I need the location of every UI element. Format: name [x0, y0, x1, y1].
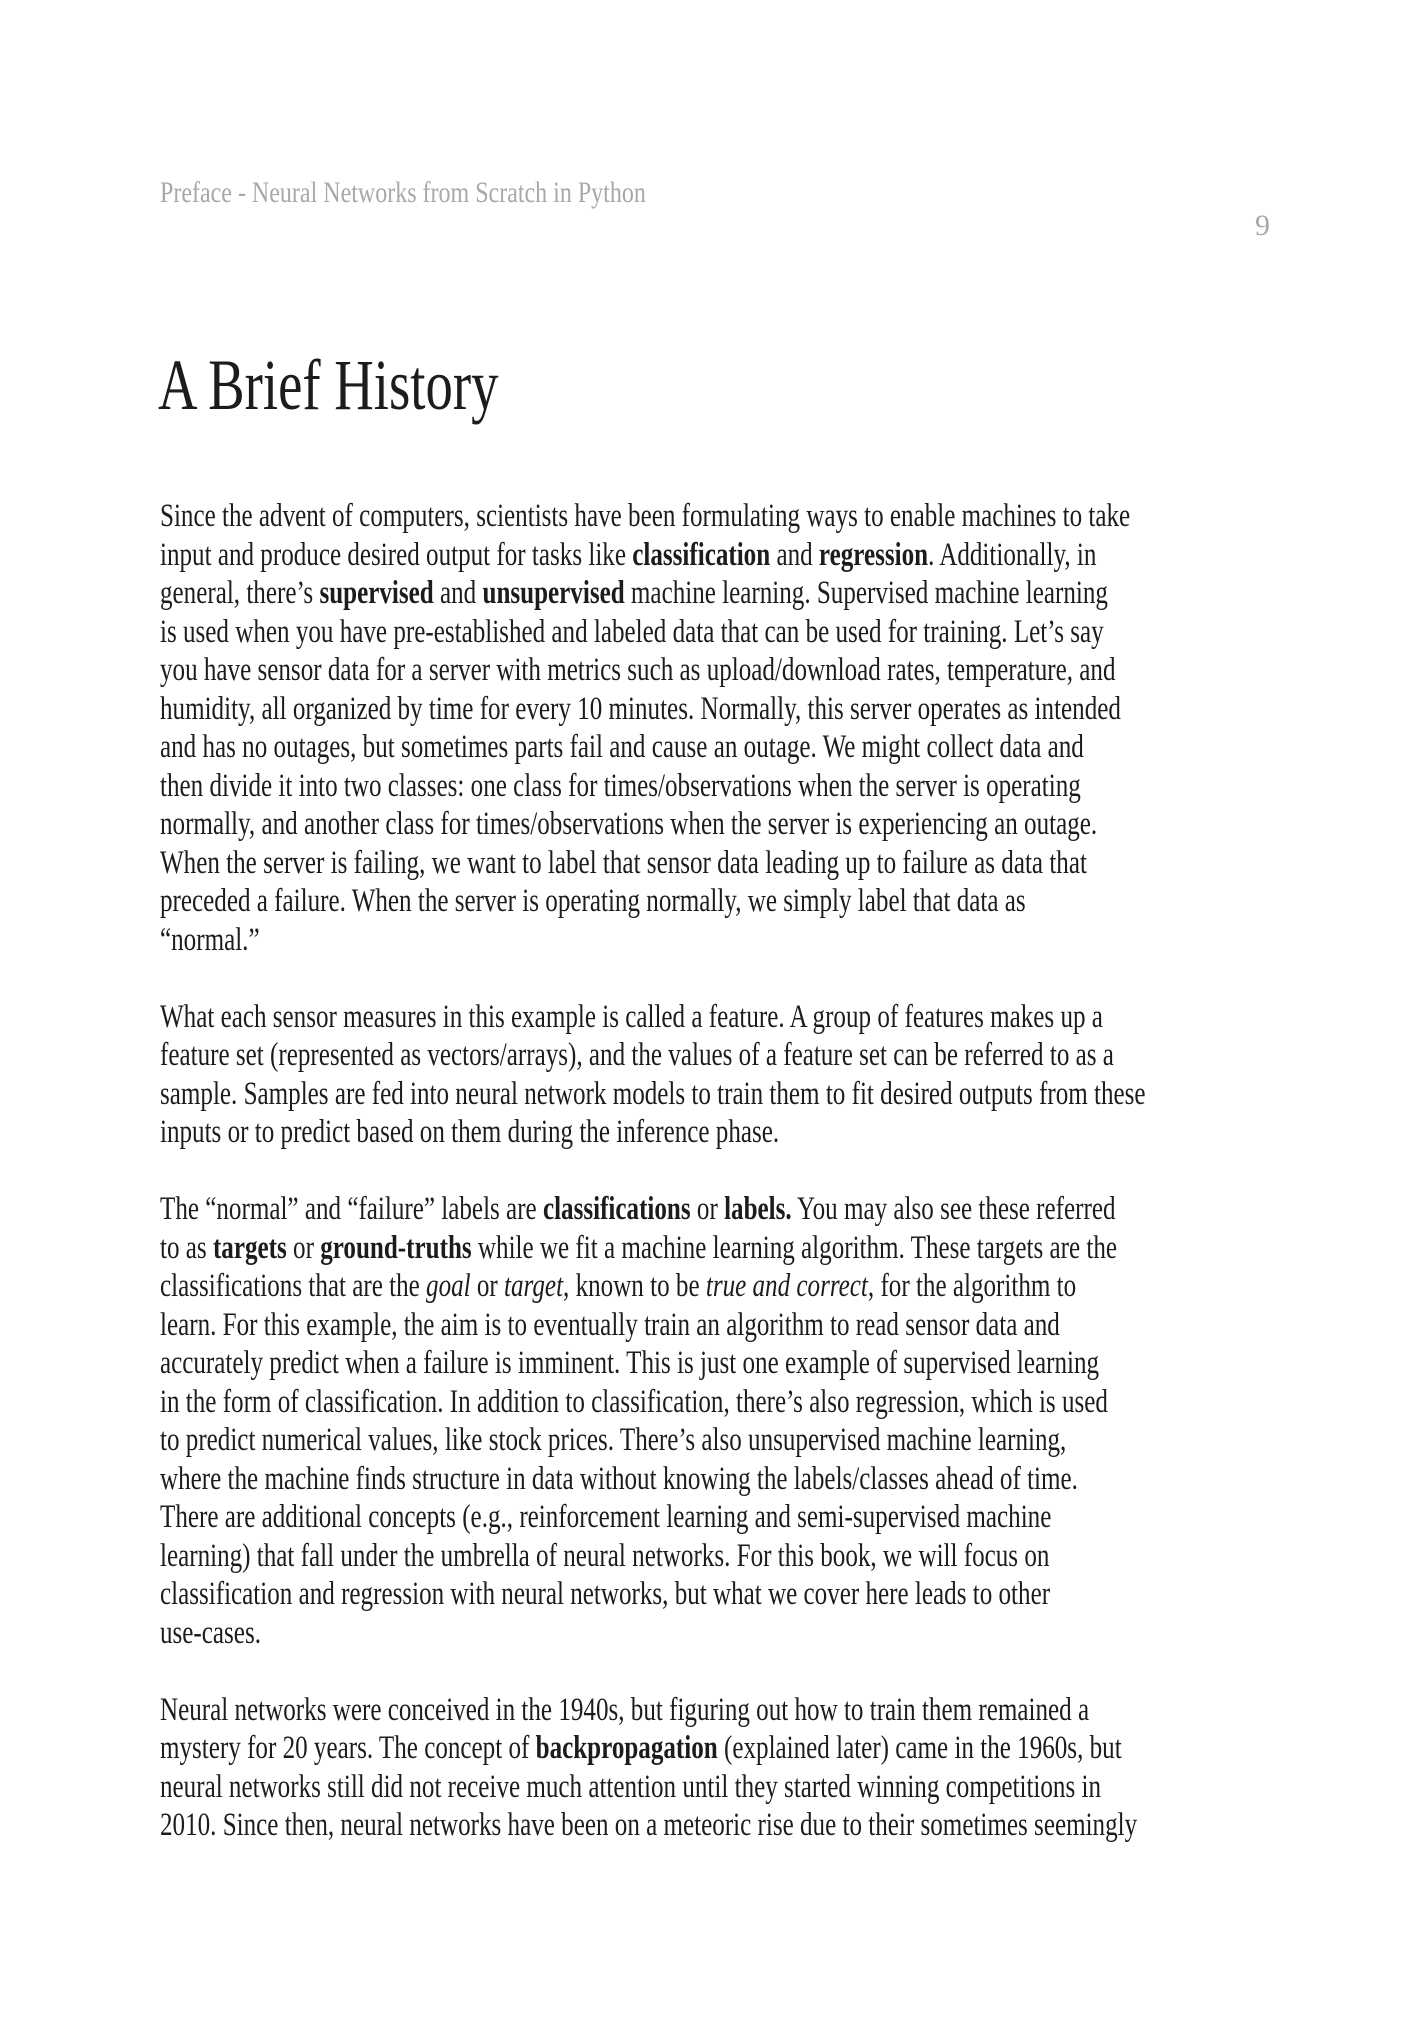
text-line: [160, 1768, 1285, 1807]
paragraph: [160, 998, 1285, 1152]
text-run: “normal.”: [160, 921, 260, 958]
paragraph: [160, 1190, 1285, 1652]
text-run: humidity, all organized by time for every 10 minutes. Normally, this server operates as intended: [160, 690, 1121, 727]
text-line: [160, 1614, 1285, 1653]
text-line: [160, 1113, 1285, 1152]
text-run: is used when you have pre-established and labeled data that can be used for training. Let’s say: [160, 613, 1104, 650]
italic-term: target: [504, 1268, 564, 1304]
text-line: [160, 1075, 1285, 1114]
text-run: sample. Samples are fed into neural network models to train them to fit desired outputs from these: [160, 1075, 1146, 1112]
text-line: [160, 1537, 1285, 1576]
bold-term: labels.: [724, 1191, 792, 1227]
text-line: [160, 921, 1285, 960]
italic-term: goal: [426, 1268, 471, 1304]
text-line: [160, 844, 1285, 883]
text-line: [160, 1383, 1285, 1422]
text-run: classifications that are the: [160, 1268, 427, 1304]
text-run: and has no outages, but sometimes parts fail and cause an outage. We might collect data and: [160, 729, 1084, 765]
text-line: [160, 1691, 1285, 1730]
text-run: input and produce desired output for tasks like: [160, 536, 633, 573]
text-run: feature set (represented as vectors/arrays), and the values of a feature set can be referred to as a: [160, 1037, 1114, 1073]
text-run: neural networks still did not receive much attention until they started winning competitions in: [160, 1768, 1102, 1805]
text-run: or: [286, 1229, 321, 1266]
text-line: [160, 998, 1285, 1037]
text-run: while we fit a machine learning algorithm. These targets are the: [471, 1229, 1118, 1266]
text-run: to predict numerical values, like stock prices. There’s also unsupervised machine learning,: [160, 1422, 1067, 1458]
text-line: [160, 728, 1285, 767]
text-run: to as: [160, 1229, 213, 1266]
text-run: 2010. Since then, neural networks have been on a meteoric rise due to their sometimes seemingly: [160, 1807, 1138, 1843]
text-line: [160, 536, 1285, 575]
text-run: Neural networks were conceived in the 1940s, but figuring out how to train them remained a: [160, 1691, 1090, 1728]
text-line: [160, 1460, 1285, 1499]
text-line: [160, 805, 1285, 844]
paragraph: [160, 497, 1285, 959]
text-line: [160, 1806, 1285, 1845]
text-run: mystery for 20 years. The concept of: [160, 1730, 536, 1766]
body-text: [160, 497, 1285, 1883]
text-line: [160, 1036, 1285, 1075]
text-run: classification and regression with neural networks, but what we cover here leads to other: [160, 1576, 1051, 1612]
text-line: [160, 1190, 1285, 1229]
text-run: accurately predict when a failure is imminent. This is just one example of supervised learning: [160, 1345, 1100, 1381]
text-line: [160, 1729, 1285, 1768]
text-run: in the form of classification. In addition to classification, there’s also regression, which is used: [160, 1383, 1108, 1420]
text-run: machine learning. Supervised machine learning: [624, 575, 1108, 611]
text-run: use-cases.: [160, 1614, 261, 1651]
text-run: , known to be: [563, 1268, 706, 1304]
bold-term: classifications: [542, 1191, 691, 1227]
text-run: , for the algorithm to: [867, 1268, 1077, 1304]
text-line: [160, 613, 1285, 652]
text-line: [160, 651, 1285, 690]
text-line: [160, 1344, 1285, 1383]
text-run: and: [770, 536, 819, 573]
text-run: There are additional concepts (e.g., reinforcement learning and semi-supervised machine: [160, 1499, 1052, 1535]
text-run: or: [690, 1191, 725, 1227]
running-header: Preface - Neural Networks from Scratch in Python: [160, 176, 646, 209]
text-run: learning) that fall under the umbrella of neural networks. For this book, we will focus on: [160, 1537, 1050, 1574]
bold-term: targets: [212, 1229, 287, 1266]
text-run: then divide it into two classes: one class for times/observations when the server is operating: [160, 767, 1081, 804]
text-line: [160, 497, 1285, 536]
text-line: [160, 1306, 1285, 1345]
bold-term: supervised: [319, 575, 434, 611]
text-run: The “normal” and “failure” labels are: [160, 1191, 543, 1227]
bold-term: regression: [818, 536, 929, 573]
text-run: general, there’s: [160, 575, 320, 611]
text-run: and: [433, 575, 483, 611]
text-line: [160, 1575, 1285, 1614]
bold-term: classification: [632, 536, 771, 573]
text-run: you have sensor data for a server with metrics such as upload/download rates, temperature, and: [160, 652, 1116, 688]
text-run: inputs or to predict based on them during the inference phase.: [160, 1114, 780, 1150]
text-run: preceded a failure. When the server is operating normally, we simply label that data as: [160, 883, 1026, 919]
section-title: A Brief History: [158, 345, 499, 425]
bold-term: ground-truths: [320, 1229, 472, 1266]
text-run: or: [470, 1268, 505, 1304]
text-line: [160, 574, 1285, 613]
text-line: [160, 1421, 1285, 1460]
text-run: Since the advent of computers, scientists have been formulating ways to enable machines to take: [160, 498, 1131, 534]
bold-term: unsupervised: [482, 575, 625, 611]
text-run: When the server is failing, we want to label that sensor data leading up to failure as data that: [160, 844, 1087, 881]
text-run: . Additionally, in: [928, 536, 1097, 573]
text-line: [160, 882, 1285, 921]
text-run: normally, and another class for times/observations when the server is experiencing an outage.: [160, 806, 1098, 842]
bold-term: backpropagation: [535, 1730, 718, 1766]
page-number: 9: [1255, 209, 1270, 242]
text-line: [160, 690, 1285, 729]
text-line: [160, 1229, 1285, 1268]
text-run: learn. For this example, the aim is to eventually train an algorithm to read sensor data and: [160, 1306, 1060, 1343]
text-line: [160, 767, 1285, 806]
text-line: [160, 1267, 1285, 1306]
text-line: [160, 1498, 1285, 1537]
paragraph: [160, 1691, 1285, 1845]
italic-term: true and correct: [705, 1268, 868, 1304]
text-run: where the machine finds structure in data without knowing the labels/classes ahead of time.: [160, 1460, 1078, 1497]
text-run: (explained later) came in the 1960s, but: [717, 1730, 1122, 1766]
text-run: What each sensor measures in this example is called a feature. A group of features makes up a: [160, 998, 1103, 1035]
text-run: You may also see these referred: [791, 1191, 1116, 1227]
